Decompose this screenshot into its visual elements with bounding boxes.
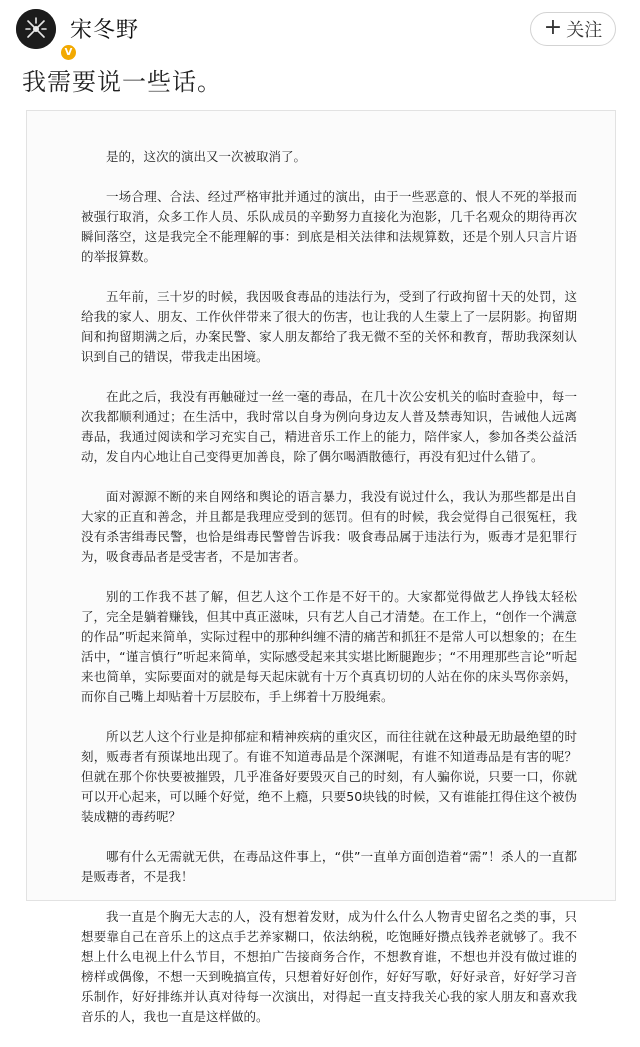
post-title: 我需要说一些话。 (22, 68, 222, 96)
paragraph: 面对源源不断的来自网络和舆论的语言暴力，我没有说过什么，我认为那些都是出自大家的正直和善念，并且都是我理应受到的惩罚。但有的时候，我会觉得自己很冤枉，我没有杀害缉毒民警，也恰是缉毒民警曾告诉我：吸食毒品属于违法行为，贩毒才是犯罪行为，吸食毒品者是受害者，不是加害者。 (81, 489, 577, 564)
avatar-icon (16, 9, 56, 49)
avatar[interactable] (16, 9, 73, 58)
paragraph: 我一直是个胸无大志的人，没有想着发财，成为什么什么人物青史留名之类的事，只想要靠自己在音乐上的这点手艺养家糊口，依法纳税，吃饱睡好攒点钱养老就够了。我不想上什么电视上什么节目，不想拍广告接商务合作，不想教育谁，不想也并没有做过谁的榜样或偶像，不想一天到晚搞宣传，只想着好好创作，好好写歌，好好录音，好好学习音乐制作，好好排练并认真对待每一次演出，对得起一直支持我关心我的家人朋友和喜欢我音乐的人，我也一直是这样做的。 (81, 909, 577, 1024)
plus-icon: + (543, 15, 563, 40)
post-header (0, 0, 640, 60)
paragraph: 一场合理、合法、经过严格审批并通过的演出，由于一些恶意的、恨人不死的举报而被强行取消，众多工作人员、乐队成员的辛勤努力直接化为泡影，几千名观众的期待再次瞬间落空，这是我完全不能理解的事：到底是相关法律和法规算数，还是个别人只言片语的举报算数。 (81, 189, 577, 264)
paragraph: 是的，这次的演出又一次被取消了。 (106, 149, 307, 164)
paragraph: 在此之后，我没有再触碰过一丝一毫的毒品，在几十次公安机关的临时查验中，每一次我都顺利通过；在生活中，我时常以自身为例向身边友人普及禁毒知识，告诫他人远离毒品，我通过阅读和学习充实自己，精进音乐工作上的能力，陪伴家人，参加各类公益活动，发自内心地让自己变得更加善良，除了偶尔喝酒散德行，再没有犯过什么错了。 (81, 389, 577, 464)
paragraph: 五年前，三十岁的时候，我因吸食毒品的违法行为，受到了行政拘留十天的处罚，这给我的家人、朋友、工作伙伴带来了很大的伤害，也让我的人生蒙上了一层阴影。拘留期间和拘留期满之后，办案民警、家人朋友都给了我无微不至的关怀和教育，帮助我深刻认识到自己的错误，带我走出困境。 (81, 289, 577, 364)
statement-image[interactable] (26, 110, 616, 1024)
paragraph: 所以艺人这个行业是抑郁症和精神疾病的重灾区，而往往就在这种最无助最绝望的时刻，贩毒者有预谋地出现了。有谁不知道毒品是个深渊呢，有谁不知道毒品是有害的呢？但就在那个你快要被摧毁，几乎准备好要毁灭自己的时刻，有人骗你说，只要一口，你就可以开心起来，可以睡个好觉，绝不上瘾，只要50块钱的时候，又有谁能扛得住这个被伪装成糖的毒药呢？ (81, 729, 577, 824)
follow-button-label: 关注 (566, 20, 603, 41)
username[interactable]: 宋冬野 (70, 18, 140, 43)
follow-button[interactable] (530, 12, 616, 46)
verified-badge-icon: V (60, 44, 77, 61)
paragraph: 别的工作我不甚了解，但艺人这个工作是不好干的。大家都觉得做艺人挣钱太轻松了，完全是躺着赚钱，但其中真正滋味，只有艺人自己才清楚。在工作上，“创作一个满意的作品”听起来简单，实际过程中的那种纠缠不清的痛苦和抓狂不是常人可以想象的；在生活中，“谨言慎行”听起来简单，实际感受起来其实堪比断腿跑步；“不用理那些言论”听起来也简单，实际要面对的就是每天起床就有十万个真真切切的人站在你的床头骂你亲妈，而你自己嘴上却贴着十万层胶布，手上绑着十万股绳索。 (81, 589, 577, 704)
paragraph: 哪有什么无需就无供，在毒品这件事上，“供”一直单方面创造着“需”！杀人的一直都是贩毒者，不是我！ (81, 849, 577, 884)
statement-text (81, 147, 577, 1047)
